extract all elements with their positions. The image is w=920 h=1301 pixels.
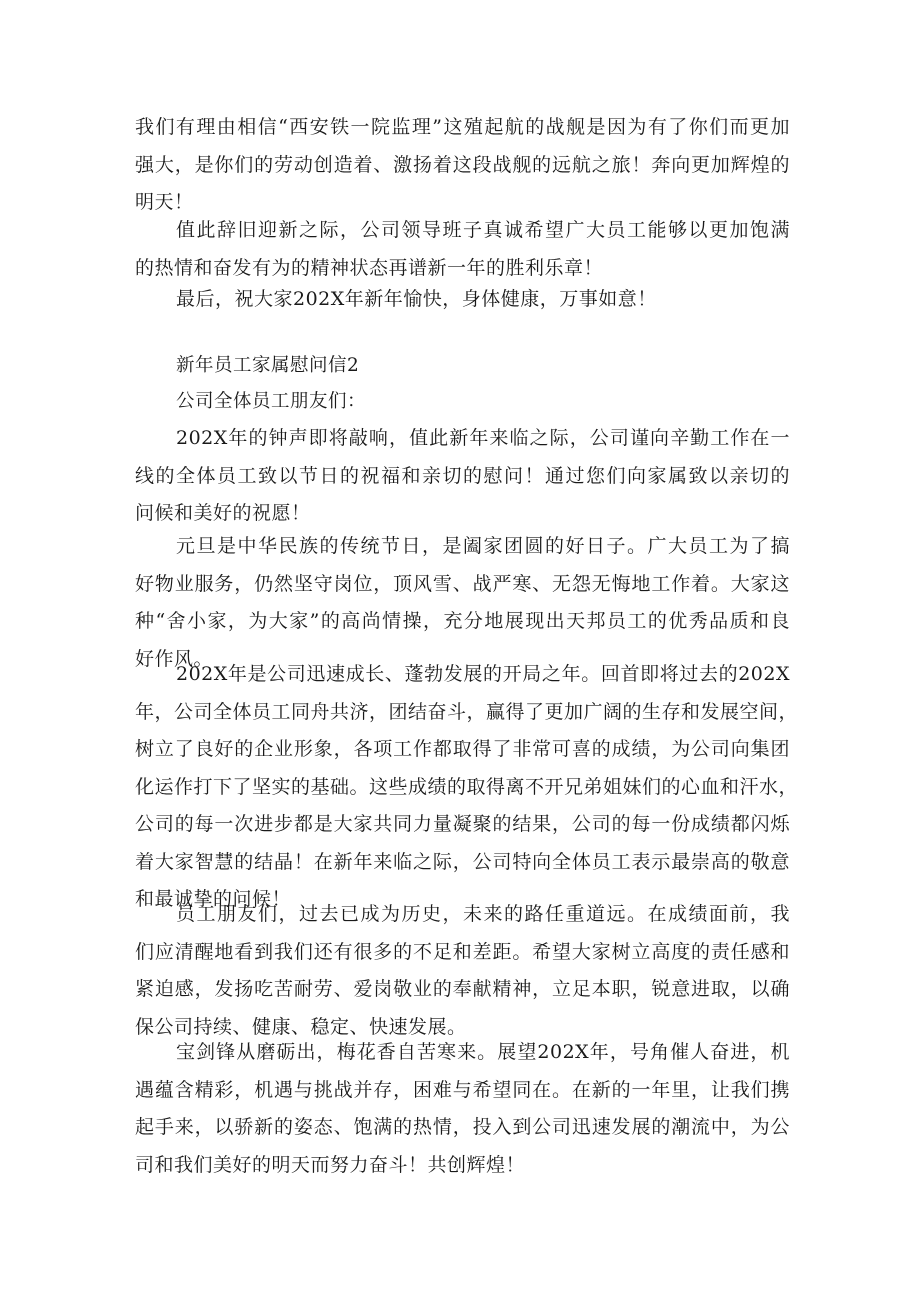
text-line: 司和我们美好的明天而努力奋斗！共创辉煌！: [135, 1153, 526, 1176]
text-line: 起手来，以骄新的姿态、饱满的热情，投入到公司迅速发展的潮流中，为公: [135, 1116, 790, 1138]
letter-salutation: 公司全体员工朋友们：: [176, 391, 367, 412]
paragraph-closing-2: [135, 212, 790, 287]
text-line: 遇蕴含精彩，机遇与挑战并存，困难与希望同在。在新的一年里，让我们携: [135, 1078, 790, 1101]
text-line: 着大家智慧的结晶！在新年来临之际，公司特向全体员工表示最崇高的敬意: [135, 850, 790, 873]
text-line: 化运作打下了坚实的基础。这些成绩的取得离不开兄弟姐妹们的心血和汗水，: [135, 775, 799, 798]
text-line: 强大，是你们的劳动创造着、激扬着这段战舰的远航之旅！奔向更加辉煌的: [135, 153, 790, 176]
text-line: 保公司持续、健康、稳定、快速发展。: [135, 1015, 467, 1038]
text-line: 元旦是中华民族的传统节日，是阖家团圆的好日子。广大员工为了搞: [176, 535, 790, 557]
text-line: 我们有理由相信“西安铁一院监理”这殖起航的战舰是因为有了你们而更加: [135, 116, 790, 138]
text-line: 宝剑锋从磨砺出，梅花香自苦寒来。展望202X年，号角催人奋进，机: [176, 1041, 790, 1063]
letter-title: 新年员工家属慰问信2: [176, 355, 360, 376]
text-line: 公司的每一次进步都是大家共同力量凝聚的结果，公司的每一份成绩都闪烁: [135, 813, 790, 835]
text-line: 员工朋友们，过去已成为历史，未来的路任重道远。在成绩面前，我: [176, 903, 790, 925]
text-line: 紧迫感，发扬吃苦耐劳、爱岗敬业的奉献精神，立足本职，锐意进取，以确: [135, 978, 790, 1000]
text-line: 202X年的钟声即将敲响，值此新年来临之际，公司谨向辛勤工作在一: [176, 427, 790, 449]
text-line: 年，公司全体员工同舟共济，团结奋斗，赢得了更加广阔的生存和发展空间，: [135, 700, 799, 723]
paragraph-3: [135, 656, 799, 919]
paragraph-closing-3: [135, 281, 790, 319]
text-line: 问候和美好的祝愿！: [135, 502, 311, 524]
text-line: 树立了良好的企业形象，各项工作都取得了非常可喜的成绩，为公司向集团: [135, 738, 790, 760]
text-line: 好作风。: [135, 647, 214, 670]
paragraph-4: [135, 896, 790, 1046]
text-line: 值此辞旧迎新之际，公司领导班子真诚希望广大员工能够以更加饱满: [176, 219, 790, 241]
text-line: 们应清醒地看到我们还有很多的不足和差距。希望大家树立高度的责任感和: [135, 940, 790, 963]
text-line: 好物业服务，仍然坚守岗位，顶风雪、战严寒、无怨无悔地工作着。大家这: [135, 572, 790, 595]
paragraph-closing-1: [135, 109, 790, 222]
text-line: 202X年是公司迅速成长、蓬勃发展的开局之年。回首即将过去的202X: [176, 663, 790, 685]
text-line: 线的全体员工致以节日的祝福和亲切的慰问！通过您们向家属致以亲切的: [135, 464, 790, 487]
text-line: 最后，祝大家202X年新年愉快，身体健康，万事如意！: [176, 288, 657, 310]
paragraph-1: [135, 420, 790, 533]
text-line: 的热情和奋发有为的精神状态再谱新一年的胜利乐章！: [135, 256, 604, 279]
text-line: 明天！: [135, 191, 194, 213]
text-line: 和最诚挚的问候！: [135, 888, 292, 910]
text-line: 种“舍小家，为大家”的高尚情操，充分地展现出天邦员工的优秀品质和良: [135, 610, 790, 632]
paragraph-5: [135, 1034, 790, 1184]
